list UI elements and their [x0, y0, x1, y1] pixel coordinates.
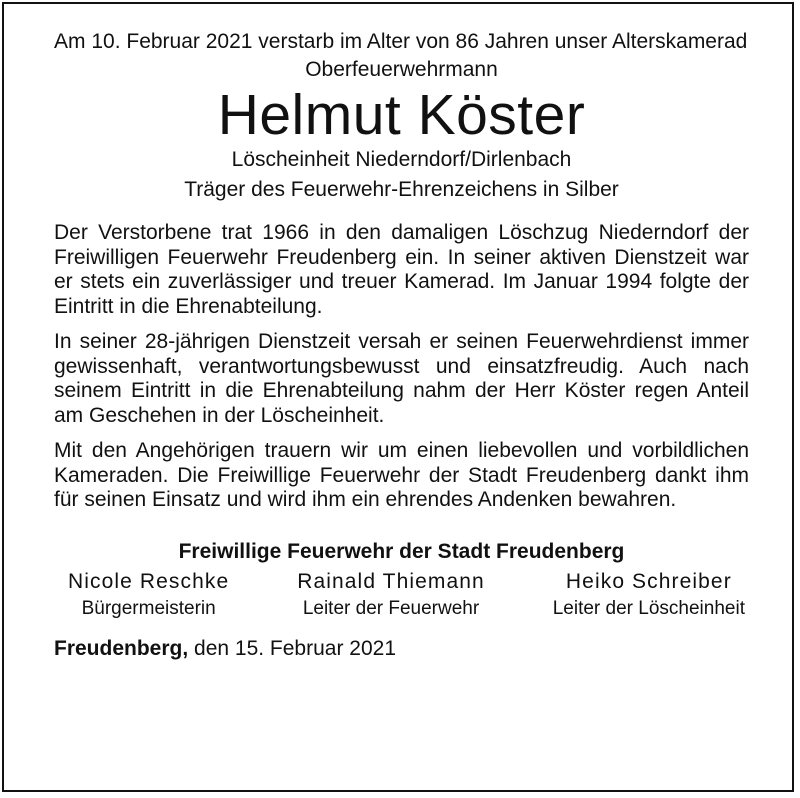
place-date-line	[54, 636, 749, 662]
paragraph-1: Der Verstorbene trat 1966 in den damaligen Löschzug Niederndorf der Freiwilligen Feuerwehr Freudenberg ein. In seiner aktiven Dienstzeit war er stets ein zuverlässiger und treuer Kamerad. Im Januar 1994 folgte der Eintritt in die Ehrenabteilung.	[54, 221, 749, 318]
signer-role: Leiter der Feuerwehr	[302, 597, 480, 619]
fire-unit: Löscheinheit Niederndorf/Dirlenbach	[231, 148, 572, 171]
obituary-notice	[2, 2, 794, 792]
paragraph-3: Mit den Angehörigen trauern wir um einen liebevollen und vorbildlichen Kameraden. Die Freiwillige Feuerwehr der Stadt Freudenberg dankt ihm für seinen Einsatz und wird ihm ein ehrendes Andenken bewahren.	[54, 439, 749, 511]
intro-text: Am 10. Februar 2021 verstarb im Alter von 86 Jahren unser Alterskamerad	[54, 30, 748, 53]
notice-content	[54, 28, 749, 662]
signer-name: Rainald Thiemann	[297, 569, 485, 593]
signer-1	[68, 569, 229, 621]
signer-3	[553, 569, 745, 621]
paragraph-2: In seiner 28-jährigen Dienstzeit versah er seinen Feuerwehrdienst immer gewissenhaft, verantwortungsbewusst und einsatzfreudig. Auch nach seinem Eintritt in die Ehrenabteilung nahm der Herr Köster regen Anteil am Geschehen in der Löscheinheit.	[54, 330, 749, 427]
rank-title: Oberfeuerwehrmann	[305, 58, 498, 81]
signer-role: Leiter der Löscheinheit	[552, 597, 745, 619]
organization-name: Freiwillige Feuerwehr der Stadt Freudenberg	[178, 539, 625, 563]
deceased-name: Helmut Köster	[217, 83, 586, 147]
place: Freudenberg,	[54, 636, 189, 660]
signers-row	[54, 569, 749, 621]
signer-2	[297, 569, 485, 621]
signer-name: Heiko Schreiber	[565, 569, 732, 593]
signer-name: Nicole Reschke	[68, 569, 230, 593]
signer-role: Bürgermeisterin	[81, 597, 216, 619]
honor-line: Träger des Feuerwehr-Ehrenzeichens in Silber	[184, 178, 619, 201]
date: den 15. Februar 2021	[188, 636, 397, 660]
